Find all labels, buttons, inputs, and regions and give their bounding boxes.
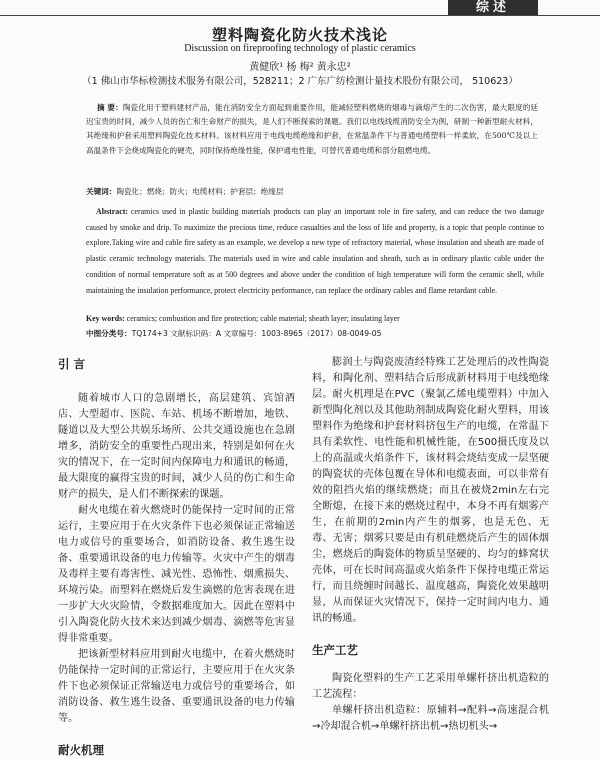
body-column-right [312,355,549,735]
paragraph: 随着城市人口的急剧增长，高层建筑、宾馆酒店、大型超市、医院、车站、机场不断增加，地铁、隧道以及大型公共娱乐场所、公共交通设施也在急剧增多，消防安全的重要性凸现出来，特别是如何在火灾的情况下，在一定时间内保障电力和通讯的畅通，最大限度的赢得宝贵的时间，减少人员的伤亡和生命财产的损失，是人们不断探索的课题。 [58,393,295,500]
classification-text: TQ174+3 文献标识码：A 文章编号：1003-8965（2017）08-0049-05 [131,329,382,338]
keywords-en-text: ceramics; combustion and fire protection; cable material; sheath layer; insulating layer [126,314,400,323]
classification-label: 中图分类号： [86,329,132,338]
paragraph: 把该新型材料应用到耐火电缆中，在着火燃烧时仍能保持一定时间的正常运行，主要应用于在火灾条件下也必须保证正常输送电力或信号的重要场合，如消防设备、救生逃生设备、重要通讯设备的电力传输等。 [58,649,295,724]
classification-info [86,328,544,340]
paragraph: 膨润土与陶瓷废渣经特殊工艺处理后的改性陶瓷料，和陶化剂、塑料结合后形成新材料用于电线绝缘层。耐火机理是在PVC（聚氯乙烯电缆塑料）中加入新型陶化剂以及其他助剂制成陶瓷化耐火塑料，用该塑料作为绝缘和护套材料挤包生产的电缆，在常温下具有柔软性、电性能和机械性能，在500摄氏度及以上的高温或火焰条件下，该材料会烧结变成一层坚硬的陶瓷状的壳体包覆在导体和电缆表面，可以非常有效的阻挡火焰的继续燃烧；而且在被烧2min左右完全断熄，在接下来的燃烧过程中，本身不再有烟雾产生，在前期的2min内产生的烟雾，也是无色、无毒、无害；烟雾只要是由有机硅燃烧后产生的固体烟尘，燃烧后的陶瓷体的物质呈坚硬的、均匀的蜂窝状壳体，可在长时间高温或火焰条件下保持电缆正常运行，而且绕缠时间越长、温度越高，陶瓷化效果越明显，从而保证火灾情况下，保持一定时间内电力、通讯的畅通。 [312,357,549,624]
heading-introduction: 引 言 [58,357,86,371]
heading-production-process: 生产工艺 [312,643,358,657]
abstract-en-text: ceramics used in plastic building materials products can play an important role in fire safety, and can reduce the two damage caused by smoke and drip. To maximize the precious time, reduce casualties and the loss of life and property, is a topic that people continue to explore.Taking wire and cable fire safety as an example, we develop a new type of refractory material, whose insulation and sheath are made of plastic ceramic technology materials. The materials used in wire and cable insulation and sheath, such as in ordinary plastic cable under the condition of normal temperature soft as at 500 degrees and above under the condition of high temperature will form the ceramic shell, while maintaining the insulation performance, protect electricity performance, can replace the ordinary cables and flame retardant cable. [86,207,544,295]
paragraph: 单螺杆挤出机造粒：原辅料→配料→高速混合机→冷却混合机→单螺杆挤出机→热切机头→ [312,705,549,732]
top-rule [0,15,600,16]
title-english: Discussion on fireproofing technology of plastic ceramics [184,43,416,54]
keywords-en-label: Key words: [86,314,125,323]
keywords-chinese [86,186,538,198]
abstract-en-label: Abstract: [96,207,128,216]
paragraph: 陶瓷化塑料的生产工艺采用单螺杆挤出机造粒的工艺流程： [312,673,549,700]
abstract-cn-label: 摘 要： [97,103,123,112]
keywords-cn-label: 关键词： [86,187,117,196]
paragraph: 耐火电缆在着火燃烧时仍能保持一定时间的正常运行，主要应用于在火灾条件下也必须保证正常输送电力或信号的重要场合，如消防设备、救生逃生设备、重要通讯设备的电力传输等。火灾中产生的烟毒及毒样主要有毒害性、减光性、恐怖性、烟熏损失、环境污染。而塑料在燃烧后发生滴燃的危害表现在进一步扩大火灾险情，令数据难度加大。因此在塑料中引入陶瓷化防火技术来达到减少烟毒、滴燃等危害显得非常重要。 [58,505,295,644]
abstract-english [86,204,544,298]
authors: 黄健欣¹ 杨 梅² 黄永忠² [249,62,351,73]
keywords-cn-text: 陶瓷化；燃烧；防火；电缆材料；护套层；绝缘层 [116,187,284,196]
abstract-cn-text: 陶瓷化用于塑料建材产品，能在消防安全方面起到重要作用，能减轻塑料燃烧的烟毒与滴熔产生的二次伤害，最大限度的延迟宝贵的时间，减少人员的伤亡和生命财产的损失，是人们不断探索的课题。我们以电线线缆消防安全为例，研制一种新型耐火材料，其绝缘和护套采用塑料陶瓷化技术材料。该材料应用于电线电缆绝缘和护套，在常温条件下与普通电缆塑料一样柔软，在500℃及以上高温条件下会烧成陶瓷化的硬壳，同时保持绝缘性能，保护通电性能，可替代普通电缆和部分阻燃电缆。 [86,103,538,155]
abstract-chinese [86,101,538,158]
keywords-english [86,313,544,325]
heading-fire-resistance-mechanism: 耐火机理 [58,743,104,757]
affiliation: （1 佛山市华标检测技术服务有限公司，528211；2 广东广纺检测计量技术股份有限公司， 510623） [82,76,518,87]
title-chinese: 塑料陶瓷化防火技术浅论 [211,26,388,44]
section-tag: 综述 [448,0,538,16]
body-column-left [58,355,295,759]
